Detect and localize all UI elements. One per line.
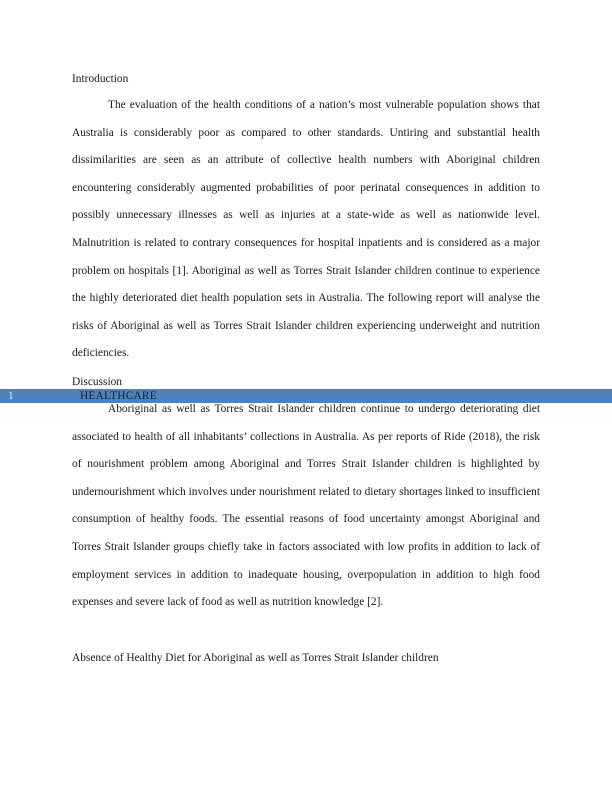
discussion-paragraph: Aboriginal as well as Torres Strait Islander children continue to undergo deteriorating diet associated to health of all inhabitants’ collections in Australia. As per reports of Ride (2018), the risk of nourishment problem among Aboriginal and Torres Strait Islander children is highlighted by undernourishment which involves under nourishment related to dietary shortages linked to insufficient consumption of healthy foods. The essential reasons of food uncertainty amongst Aboriginal and Torres Strait Islander groups chiefly take in factors associated with low profits in addition to lack of employment services in addition to inadequate housing, overpopulation in addition to high food expenses and severe lack of food as well as nutrition knowledge [2]. (72, 403, 540, 609)
page-number: 1 (8, 390, 14, 402)
running-head: HEALTHCARE (80, 390, 157, 402)
discussion-heading: Discussion (72, 376, 122, 388)
introduction-paragraph: The evaluation of the health conditions of a nation’s most vulnerable population shows that Australia is considerably poor as compared to other standards. Untiring and substantial health dissimilarities are seen as an attribute of collective health numbers with Aboriginal children encountering considerably augmented probabilities of poor perinatal consequences in addition to possibly unnecessary illnesses as well as injuries at a state-wide as well as nationwide level. Malnutrition is related to contrary consequences for hospital inpatients and is considered as a major problem on hospitals [1]. Aboriginal as well as Torres Strait Islander children continue to experience the highly deteriorated diet health population sets in Australia. The following report will analyse the risks of Aboriginal as well as Torres Strait Islander children experiencing underweight and nutrition deficiencies. (72, 99, 540, 360)
introduction-heading: Introduction (72, 73, 129, 85)
absence-heading: Absence of Healthy Diet for Aboriginal as well as Torres Strait Islander children (72, 652, 439, 664)
